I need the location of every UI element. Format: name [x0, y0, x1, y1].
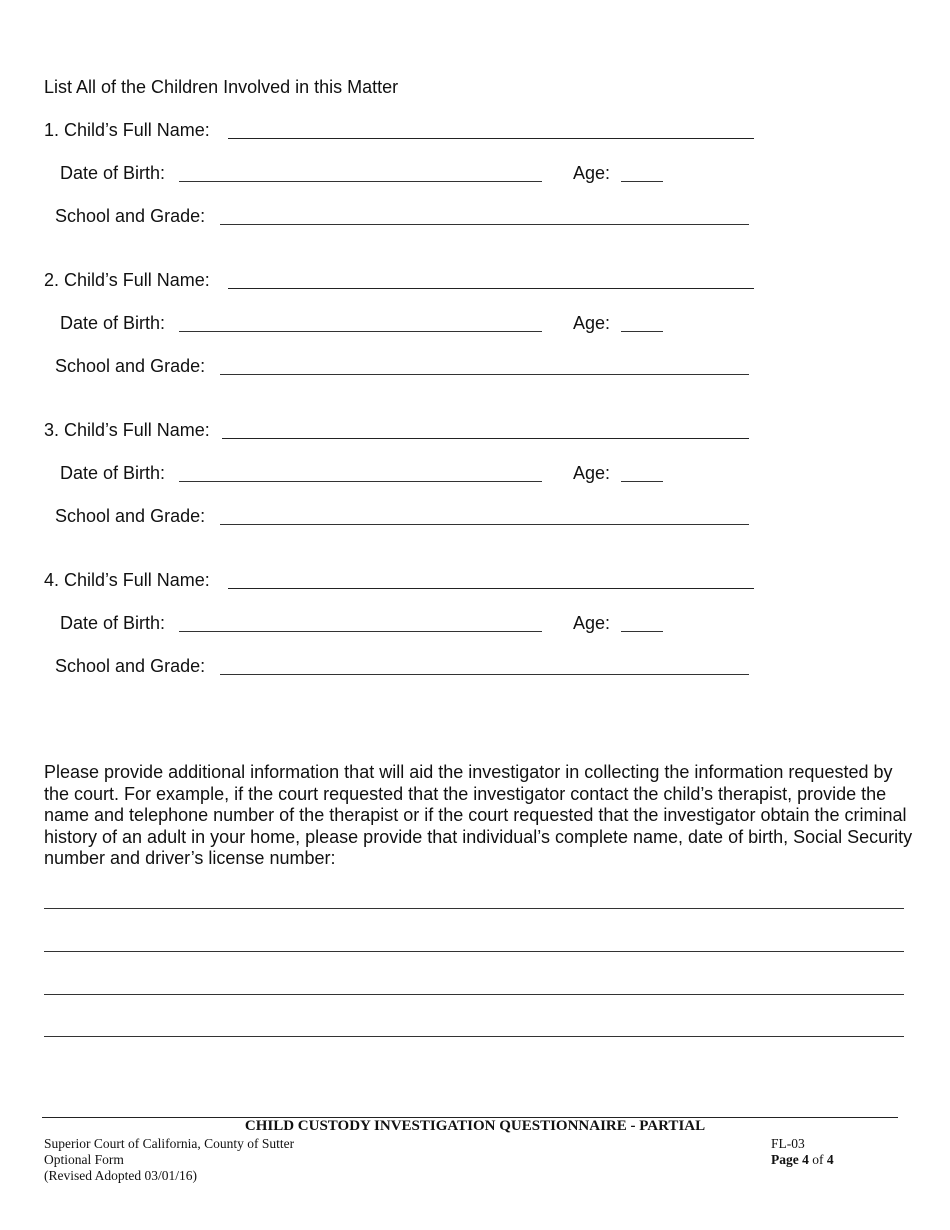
child-1-school-label: School and Grade:: [55, 206, 206, 226]
child-2-name-field[interactable]: [228, 288, 754, 289]
child-4-dob-label: Date of Birth:: [60, 613, 166, 633]
child-4-age-field[interactable]: [621, 631, 663, 632]
page-of: of: [812, 1152, 824, 1167]
additional-info-line-2[interactable]: [44, 951, 904, 952]
page-current: 4: [802, 1152, 809, 1167]
additional-info-line-1[interactable]: [44, 908, 904, 909]
child-4-age-label: Age:: [573, 613, 611, 633]
additional-info-line-3[interactable]: [44, 994, 904, 995]
footer-page-indicator: [771, 1152, 834, 1169]
child-3-school-label: School and Grade:: [55, 506, 206, 526]
child-3-name-label: 3. Child’s Full Name:: [44, 420, 210, 440]
child-4-school-label: School and Grade:: [55, 656, 206, 676]
child-3-age-label: Age:: [573, 463, 611, 483]
child-1-name-label: 1. Child’s Full Name:: [44, 120, 210, 140]
child-4-name-field[interactable]: [228, 588, 754, 589]
footer-revised-date: (Revised Adopted 03/01/16): [44, 1168, 197, 1183]
footer-form-number: FL-03: [771, 1136, 805, 1151]
child-2-dob-field[interactable]: [179, 331, 542, 332]
child-2-school-field[interactable]: [220, 374, 749, 375]
child-1-age-field[interactable]: [621, 181, 663, 182]
child-3-dob-field[interactable]: [179, 481, 542, 482]
page-word: Page: [771, 1152, 799, 1167]
child-4-name-label: 4. Child’s Full Name:: [44, 570, 210, 590]
footer-court-name: Superior Court of California, County of Sutter: [44, 1136, 295, 1151]
child-1-name-field[interactable]: [228, 138, 754, 139]
child-3-school-field[interactable]: [220, 524, 749, 525]
additional-info-instructions: Please provide additional information that will aid the investigator in collecting the information requested by the court. For example, if the court requested that the investigator contact the child’s therapist, provide the name and telephone number of the therapist or if the court requested that the investigator obtain the criminal history of an adult in your home, please provide that individual’s complete name, date of birth, Social Security number and driver’s license number:: [44, 762, 913, 868]
child-3-name-field[interactable]: [222, 438, 749, 439]
child-3-age-field[interactable]: [621, 481, 663, 482]
child-1-age-label: Age:: [573, 163, 611, 183]
footer-form-type: Optional Form: [44, 1152, 124, 1167]
child-2-name-label: 2. Child’s Full Name:: [44, 270, 210, 290]
child-2-dob-label: Date of Birth:: [60, 313, 166, 333]
child-2-age-field[interactable]: [621, 331, 663, 332]
footer-form-title: CHILD CUSTODY INVESTIGATION QUESTIONNAIRE - PARTIAL: [244, 1118, 706, 1134]
child-1-dob-label: Date of Birth:: [60, 163, 166, 183]
child-1-dob-field[interactable]: [179, 181, 542, 182]
child-1-school-field[interactable]: [220, 224, 749, 225]
child-4-school-field[interactable]: [220, 674, 749, 675]
child-3-dob-label: Date of Birth:: [60, 463, 166, 483]
child-4-dob-field[interactable]: [179, 631, 542, 632]
child-2-school-label: School and Grade:: [55, 356, 206, 376]
child-2-age-label: Age:: [573, 313, 611, 333]
form-section-heading: List All of the Children Involved in this Matter: [44, 77, 399, 97]
page-total: 4: [826, 1152, 834, 1167]
additional-info-line-4[interactable]: [44, 1036, 904, 1037]
